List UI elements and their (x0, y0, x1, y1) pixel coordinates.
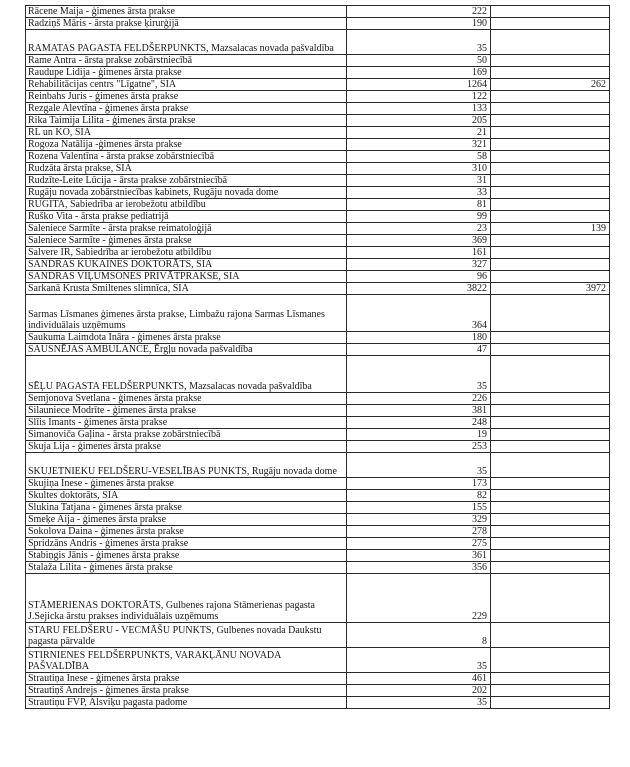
value-cell-2 (491, 6, 610, 18)
value-cell-2 (491, 67, 610, 79)
value-cell-1: 82 (347, 490, 491, 502)
provider-name-cell: Skuja Lija - ģimenes ārsta prakse (26, 441, 347, 453)
value-cell-2 (491, 139, 610, 151)
value-cell-2 (491, 526, 610, 538)
table-row (26, 429, 610, 441)
value-cell-2 (491, 405, 610, 417)
value-cell-2 (491, 187, 610, 199)
value-cell-2 (491, 55, 610, 67)
value-cell-2 (491, 247, 610, 259)
table-row (26, 91, 610, 103)
provider-name-cell: SANDRAS VIĻUMSONES PRIVĀTPRAKSE, SIA (26, 271, 347, 283)
table-row (26, 490, 610, 502)
table-row (26, 356, 610, 393)
value-cell-2 (491, 271, 610, 283)
value-cell-1: 205 (347, 115, 491, 127)
table-row (26, 393, 610, 405)
value-cell-1: 275 (347, 538, 491, 550)
table-row (26, 271, 610, 283)
provider-name-cell: RAMATAS PAGASTA FELDŠERPUNKTS, Mazsalacas novada pašvaldība (26, 30, 347, 55)
provider-name-cell: Reinbahs Juris - ģimenes ārsta prakse (26, 91, 347, 103)
provider-name-cell: Rehabilitācijas centrs "Līgatne", SIA (26, 79, 347, 91)
table-row (26, 673, 610, 685)
value-cell-2 (491, 163, 610, 175)
value-cell-2 (491, 344, 610, 356)
table-row (26, 417, 610, 429)
value-cell-1: 122 (347, 91, 491, 103)
table-row (26, 211, 610, 223)
value-cell-2: 3972 (491, 283, 610, 295)
value-cell-1: 21 (347, 127, 491, 139)
table-row (26, 55, 610, 67)
provider-name-cell: Sarkanā Krusta Smiltenes slimnīca, SIA (26, 283, 347, 295)
table-row (26, 344, 610, 356)
provider-name-cell: Spridzāns Andris - ģimenes ārsta prakse (26, 538, 347, 550)
value-cell-1: 321 (347, 139, 491, 151)
value-cell-1: 248 (347, 417, 491, 429)
value-cell-2 (491, 259, 610, 271)
provider-name-cell: Rācene Maija - ģimenes ārsta prakse (26, 6, 347, 18)
table-row (26, 151, 610, 163)
table-row (26, 175, 610, 187)
provider-name-cell: STĀMERIENAS DOKTORĀTS, Gulbenes rajona Stāmerienas pagasta J.Sejicka ārstu prakses individuālais uzņēmums (26, 574, 347, 623)
provider-name-cell: Strautiņu FVP, Alsviķu pagasta padome (26, 697, 347, 709)
provider-name-cell: Skultes doktorāts, SIA (26, 490, 347, 502)
value-cell-2: 139 (491, 223, 610, 235)
value-cell-1: 278 (347, 526, 491, 538)
table-row (26, 163, 610, 175)
value-cell-1: 35 (347, 30, 491, 55)
provider-name-cell: Rame Antra - ārsta prakse zobārstniecībā (26, 55, 347, 67)
table-row (26, 697, 610, 709)
value-cell-1: 173 (347, 478, 491, 490)
value-cell-2 (491, 550, 610, 562)
value-cell-2 (491, 673, 610, 685)
provider-name-cell: Rozena Valentīna - ārsta prakse zobārstniecībā (26, 151, 347, 163)
value-cell-1: 3822 (347, 283, 491, 295)
provider-name-cell: Semjonova Svetlana - ģimenes ārsta prakse (26, 393, 347, 405)
provider-name-cell: Strautiņa Inese - ģimenes ārsta prakse (26, 673, 347, 685)
table-row (26, 30, 610, 55)
value-cell-1: 35 (347, 356, 491, 393)
table-row (26, 478, 610, 490)
provider-name-cell: Saleniece Sarmīte - ģimenes ārsta prakse (26, 235, 347, 247)
value-cell-1: 361 (347, 550, 491, 562)
value-cell-2 (491, 211, 610, 223)
value-cell-2 (491, 441, 610, 453)
table-row (26, 235, 610, 247)
provider-name-cell: SĒĻU PAGASTA FELDŠERPUNKTS, Mazsalacas novada pašvaldība (26, 356, 347, 393)
value-cell-2 (491, 574, 610, 623)
provider-name-cell: STIRNIENES FELDŠERPUNKTS, VARAKĻĀNU NOVADA PAŠVALDĪBA (26, 648, 347, 673)
value-cell-1: 33 (347, 187, 491, 199)
provider-name-cell: Slīis Imants - ģimenes ārsta prakse (26, 417, 347, 429)
value-cell-2 (491, 478, 610, 490)
value-cell-2 (491, 453, 610, 478)
value-cell-2 (491, 356, 610, 393)
table-row (26, 538, 610, 550)
value-cell-2 (491, 332, 610, 344)
table-row (26, 405, 610, 417)
value-cell-1: 31 (347, 175, 491, 187)
value-cell-1: 253 (347, 441, 491, 453)
value-cell-1: 381 (347, 405, 491, 417)
table-row (26, 259, 610, 271)
table-row (26, 127, 610, 139)
provider-name-cell: Rogoza Natālija -ģimenes ārsta prakse (26, 139, 347, 151)
provider-name-cell: STARU FELDŠERU - VECMĀŠU PUNKTS, Gulbenes novada Daukstu pagasta pārvalde (26, 623, 347, 648)
table-row (26, 453, 610, 478)
table-row (26, 502, 610, 514)
provider-name-cell: RL un KO, SIA (26, 127, 347, 139)
provider-name-cell: Skujiņa Inese - ģimenes ārsta prakse (26, 478, 347, 490)
table-row (26, 6, 610, 18)
provider-name-cell: Salvere IR, Sabiedrība ar ierobežotu atbildību (26, 247, 347, 259)
value-cell-1: 8 (347, 623, 491, 648)
value-cell-2 (491, 30, 610, 55)
value-cell-2 (491, 393, 610, 405)
value-cell-1: 19 (347, 429, 491, 441)
value-cell-1: 35 (347, 697, 491, 709)
value-cell-1: 96 (347, 271, 491, 283)
value-cell-1: 190 (347, 18, 491, 30)
provider-name-cell: Raudupe Lidija - ģimenes ārsta prakse (26, 67, 347, 79)
table-row (26, 295, 610, 332)
value-cell-2 (491, 490, 610, 502)
value-cell-1: 23 (347, 223, 491, 235)
value-cell-1: 180 (347, 332, 491, 344)
value-cell-1: 327 (347, 259, 491, 271)
table-row (26, 648, 610, 673)
provider-name-cell: Slukina Tatjana - ģimenes ārsta prakse (26, 502, 347, 514)
table-row (26, 623, 610, 648)
value-cell-2 (491, 538, 610, 550)
provider-name-cell: Rudzīte-Leite Lūcija - ārsta prakse zobārstniecībā (26, 175, 347, 187)
table-row (26, 550, 610, 562)
value-cell-1: 169 (347, 67, 491, 79)
provider-name-cell: Rezgale Alevtīna - ģimenes ārsta prakse (26, 103, 347, 115)
value-cell-1: 369 (347, 235, 491, 247)
provider-name-cell: SANDRAS KUKAINES DOKTORĀTS, SIA (26, 259, 347, 271)
value-cell-1: 222 (347, 6, 491, 18)
value-cell-2 (491, 175, 610, 187)
value-cell-1: 229 (347, 574, 491, 623)
table-row (26, 18, 610, 30)
table-row (26, 562, 610, 574)
provider-name-cell: Smeķe Aija - ģimenes ārsta prakse (26, 514, 347, 526)
value-cell-2 (491, 235, 610, 247)
value-cell-2 (491, 697, 610, 709)
value-cell-2 (491, 127, 610, 139)
provider-name-cell: Radziņš Māris - ārsta prakse ķirurģijā (26, 18, 347, 30)
value-cell-1: 226 (347, 393, 491, 405)
provider-name-cell: SAUSNĒJAS AMBULANCE, Ērgļu novada pašvaldība (26, 344, 347, 356)
value-cell-1: 364 (347, 295, 491, 332)
table-row (26, 526, 610, 538)
table-row (26, 574, 610, 623)
value-cell-2 (491, 103, 610, 115)
table-row (26, 514, 610, 526)
value-cell-2 (491, 151, 610, 163)
provider-name-cell: Stalaža Lilita - ģimenes ārsta prakse (26, 562, 347, 574)
table-row (26, 115, 610, 127)
value-cell-1: 310 (347, 163, 491, 175)
providers-table (25, 5, 610, 709)
table-row (26, 187, 610, 199)
value-cell-2 (491, 623, 610, 648)
value-cell-1: 50 (347, 55, 491, 67)
value-cell-2 (491, 514, 610, 526)
value-cell-1: 58 (347, 151, 491, 163)
table-row (26, 139, 610, 151)
providers-table-body (26, 6, 610, 709)
value-cell-1: 133 (347, 103, 491, 115)
value-cell-2 (491, 648, 610, 673)
value-cell-2: 262 (491, 79, 610, 91)
provider-name-cell: SKUJETNIEKU FELDŠERU-VESELĪBAS PUNKTS, Rugāju novada dome (26, 453, 347, 478)
table-row (26, 67, 610, 79)
provider-name-cell: Simanoviča Gaļina - ārsta prakse zobārstniecībā (26, 429, 347, 441)
provider-name-cell: Sarmas Līsmanes ģimenes ārsta prakse, Limbažu rajona Sarmas Līsmanes individuālais uzņēmums (26, 295, 347, 332)
value-cell-2 (491, 295, 610, 332)
value-cell-1: 155 (347, 502, 491, 514)
value-cell-1: 1264 (347, 79, 491, 91)
value-cell-1: 81 (347, 199, 491, 211)
table-row (26, 685, 610, 697)
provider-name-cell: Saleniece Sarmīte - ārsta prakse reimatoloģijā (26, 223, 347, 235)
value-cell-2 (491, 18, 610, 30)
value-cell-1: 99 (347, 211, 491, 223)
value-cell-1: 356 (347, 562, 491, 574)
provider-name-cell: Rugāju novada zobārstniecības kabinets, Rugāju novada dome (26, 187, 347, 199)
provider-name-cell: Rudzāta ārsta prakse, SIA (26, 163, 347, 175)
table-row (26, 199, 610, 211)
value-cell-1: 161 (347, 247, 491, 259)
value-cell-1: 202 (347, 685, 491, 697)
table-row (26, 79, 610, 91)
value-cell-2 (491, 502, 610, 514)
value-cell-1: 35 (347, 453, 491, 478)
provider-name-cell: Rika Taimija Lilita - ģimenes ārsta prakse (26, 115, 347, 127)
document-page (25, 5, 609, 709)
value-cell-2 (491, 115, 610, 127)
table-row (26, 247, 610, 259)
value-cell-2 (491, 199, 610, 211)
table-row (26, 283, 610, 295)
value-cell-1: 329 (347, 514, 491, 526)
provider-name-cell: RUGITA, Sabiedrība ar ierobežotu atbildību (26, 199, 347, 211)
table-row (26, 103, 610, 115)
value-cell-2 (491, 685, 610, 697)
provider-name-cell: Strautiņš Andrejs - ģimenes ārsta prakse (26, 685, 347, 697)
provider-name-cell: Saukuma Laimdota Ināra - ģimenes ārsta prakse (26, 332, 347, 344)
provider-name-cell: Stabiņgis Jānis - ģimenes ārsta prakse (26, 550, 347, 562)
value-cell-2 (491, 429, 610, 441)
table-row (26, 223, 610, 235)
table-row (26, 332, 610, 344)
table-row (26, 441, 610, 453)
value-cell-1: 47 (347, 344, 491, 356)
value-cell-2 (491, 91, 610, 103)
value-cell-1: 35 (347, 648, 491, 673)
value-cell-2 (491, 417, 610, 429)
provider-name-cell: Ruško Vita - ārsta prakse pediatrijā (26, 211, 347, 223)
provider-name-cell: Sokolova Daina - ģimenes ārsta prakse (26, 526, 347, 538)
value-cell-1: 461 (347, 673, 491, 685)
provider-name-cell: Silauniece Modrīte - ģimenes ārsta prakse (26, 405, 347, 417)
value-cell-2 (491, 562, 610, 574)
